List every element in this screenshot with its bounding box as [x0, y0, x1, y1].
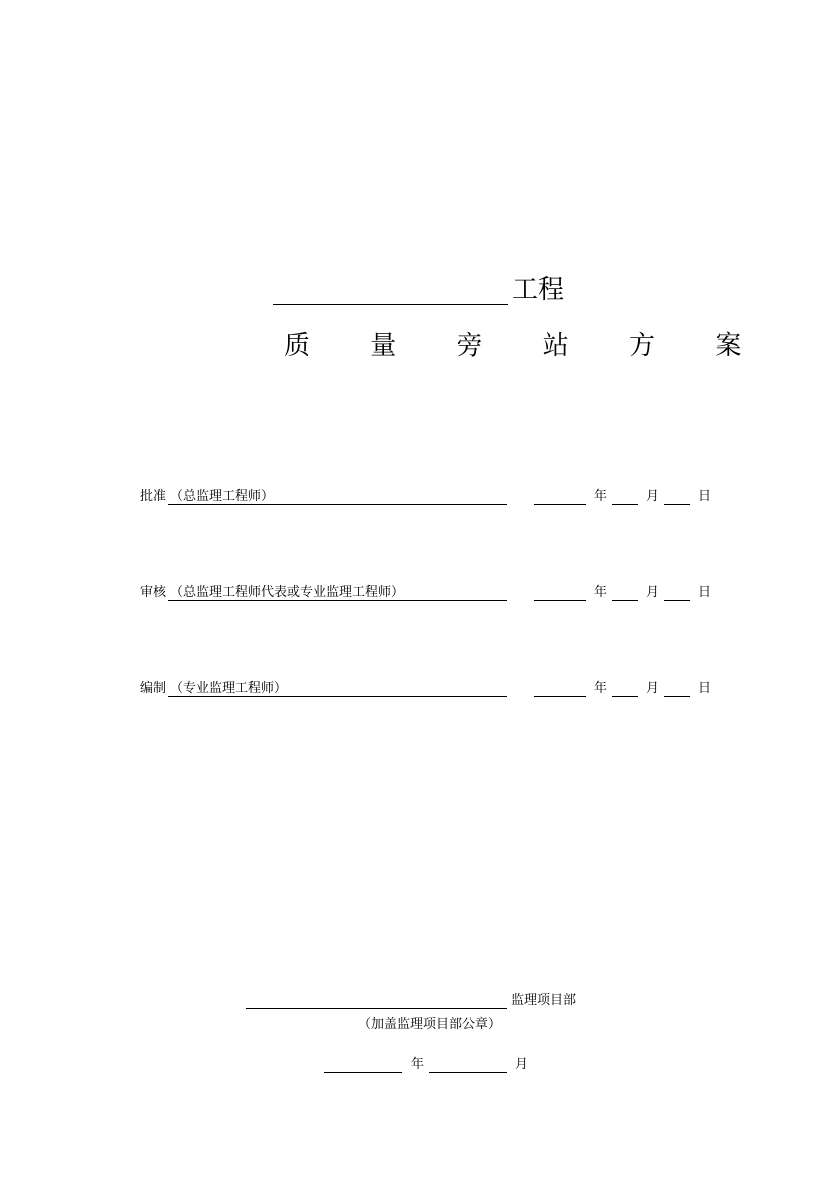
prepare-day-blank — [664, 696, 690, 697]
project-name-blank — [273, 304, 508, 305]
prepare-row-label — [140, 681, 287, 697]
review-day-blank — [664, 600, 690, 601]
approve-row-label — [140, 489, 274, 505]
approve-day-blank — [664, 504, 690, 505]
review-label: 审核 — [140, 585, 167, 600]
prepare-year-blank — [534, 696, 586, 697]
project-suffix: 工程 — [512, 275, 565, 305]
prepare-role: （专业监理工程师） — [170, 681, 288, 696]
review-signature-line — [168, 600, 507, 601]
prepare-label: 编制 — [140, 681, 167, 696]
approve-signature-line — [168, 504, 507, 505]
prepare-month-label: 月 — [646, 681, 660, 696]
review-month-blank — [612, 600, 638, 601]
prepare-day-label: 日 — [698, 681, 712, 696]
review-year-blank — [534, 600, 586, 601]
department-name-blank — [246, 1008, 507, 1009]
footer-month-blank — [429, 1072, 507, 1073]
review-row-label — [140, 585, 404, 601]
review-day-label: 日 — [698, 585, 712, 600]
review-role: （总监理工程师代表或专业监理工程师） — [170, 585, 405, 600]
footer-month-label: 月 — [515, 1057, 529, 1072]
seal-note: （加盖监理项目部公章） — [358, 1017, 502, 1032]
prepare-signature-line — [168, 696, 507, 697]
footer-year-label: 年 — [411, 1057, 425, 1072]
approve-day-label: 日 — [698, 489, 712, 504]
approve-month-blank — [612, 504, 638, 505]
approve-role: （总监理工程师） — [170, 489, 275, 504]
approve-year-label: 年 — [594, 489, 608, 504]
prepare-year-label: 年 — [594, 681, 608, 696]
approve-label: 批准 — [140, 489, 167, 504]
footer-year-blank — [324, 1072, 402, 1073]
prepare-month-blank — [612, 696, 638, 697]
document-title: 质 量 旁 站 方 案 — [284, 331, 768, 361]
department-label: 监理项目部 — [511, 993, 577, 1008]
review-year-label: 年 — [594, 585, 608, 600]
review-month-label: 月 — [646, 585, 660, 600]
approve-year-blank — [534, 504, 586, 505]
approve-month-label: 月 — [646, 489, 660, 504]
